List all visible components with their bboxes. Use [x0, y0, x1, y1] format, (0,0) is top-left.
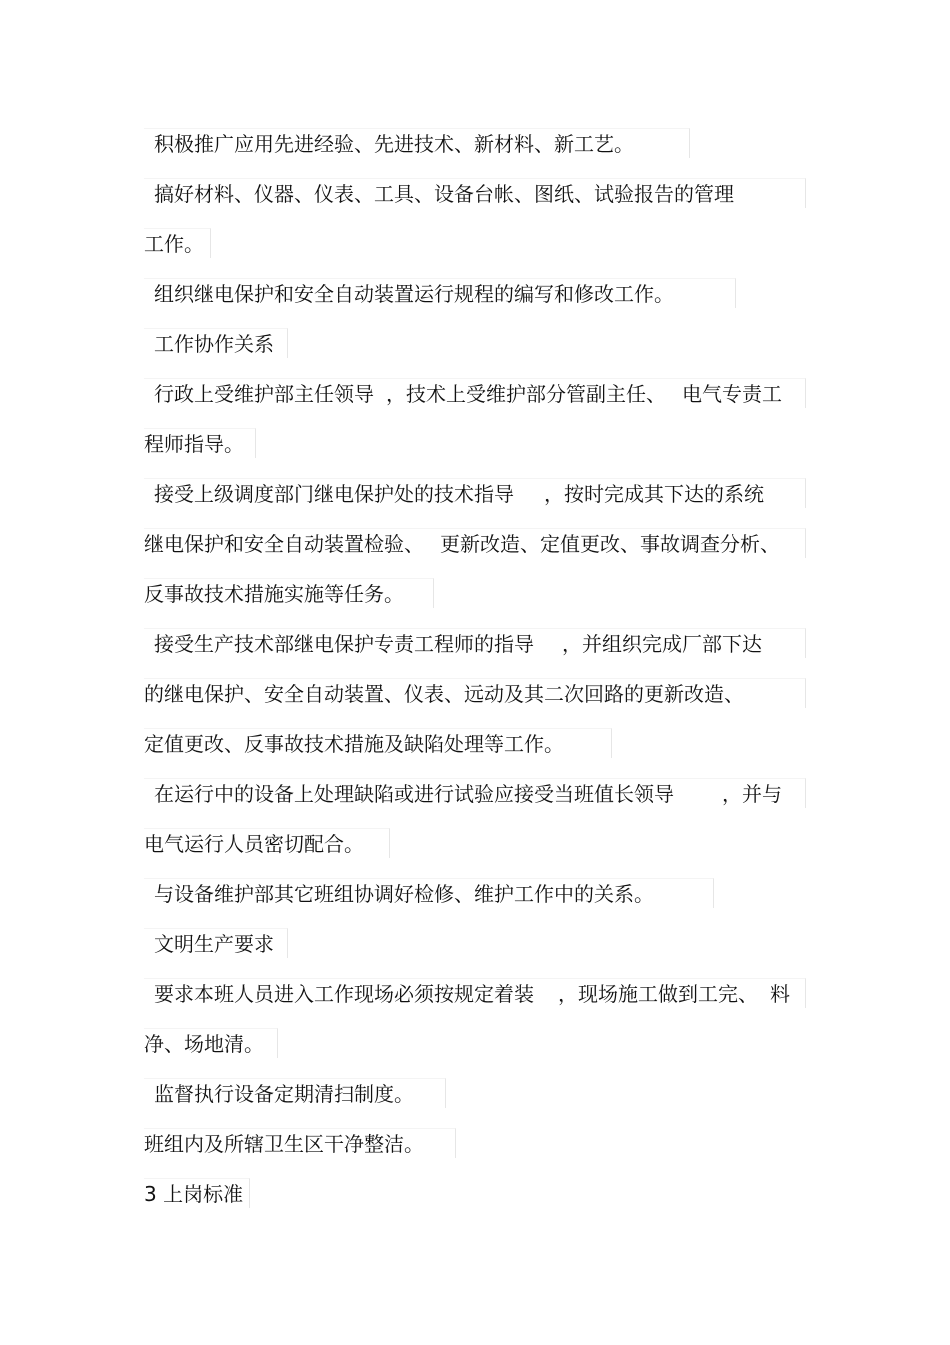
text-segment: 定值更改、反事故技术措施及缺陷处理等工作。 [144, 732, 564, 756]
section-heading [144, 328, 288, 358]
text-segment: 反事故技术措施实施等任务。 [144, 582, 404, 606]
text-line [144, 1028, 278, 1058]
text-segment: 电气专责工 [682, 382, 782, 406]
text-segment: 在运行中的设备上处理缺陷或进行试验应接受当班值长领导 [154, 782, 674, 806]
text-segment: 行政上受维护部主任领导 [154, 382, 374, 406]
text-line [144, 478, 806, 508]
text-line [144, 528, 806, 558]
text-segment: 工作协作关系 [154, 332, 274, 356]
text-segment: 净、场地清。 [144, 1032, 264, 1056]
text-line [144, 678, 806, 708]
text-segment: 继电保护和安全自动装置检验、 [144, 532, 424, 556]
text-line [144, 378, 806, 408]
text-line [144, 828, 390, 858]
text-line [144, 978, 806, 1008]
text-segment: ，按时完成其下达的系统 [544, 482, 764, 506]
text-segment: 接受生产技术部继电保护专责工程师的指导 [154, 632, 534, 656]
text-line [144, 1078, 446, 1108]
text-line [144, 728, 612, 758]
text-line [144, 428, 256, 458]
text-segment: 3 上岗标准 [144, 1182, 244, 1206]
text-line [144, 778, 806, 808]
text-segment: ，现场施工做到工完、 [558, 982, 758, 1006]
text-segment: 文明生产要求 [154, 932, 274, 956]
section-heading [144, 928, 288, 958]
text-segment: 更新改造、定值更改、事故调查分析、 [440, 532, 780, 556]
text-segment: 料 [770, 982, 790, 1006]
text-segment: 的继电保护、安全自动装置、仪表、远动及其二次回路的更新改造、 [144, 682, 744, 706]
text-line [144, 878, 714, 908]
text-line [144, 178, 806, 208]
text-segment: 电气运行人员密切配合。 [144, 832, 364, 856]
text-segment: 积极推广应用先进经验、先进技术、新材料、新工艺。 [154, 132, 634, 156]
text-segment: 搞好材料、仪器、仪表、工具、设备台帐、图纸、试验报告的管理 [154, 182, 734, 206]
text-segment: 要求本班人员进入工作现场必须按规定着装 [154, 982, 534, 1006]
text-line [144, 128, 690, 158]
text-segment: ，并与 [722, 782, 782, 806]
text-segment: 接受上级调度部门继电保护处的技术指导 [154, 482, 514, 506]
text-segment: 监督执行设备定期清扫制度。 [154, 1082, 414, 1106]
text-segment: 工作。 [144, 232, 204, 256]
text-line [144, 578, 434, 608]
section-heading [144, 1178, 250, 1208]
text-line [144, 278, 736, 308]
text-segment: ，并组织完成厂部下达 [562, 632, 762, 656]
text-line [144, 1128, 456, 1158]
text-line [144, 628, 806, 658]
text-line [144, 228, 211, 258]
text-segment: 程师指导。 [144, 432, 244, 456]
text-segment: 与设备维护部其它班组协调好检修、维护工作中的关系。 [154, 882, 654, 906]
text-segment: 班组内及所辖卫生区干净整洁。 [144, 1132, 424, 1156]
text-segment: 组织继电保护和安全自动装置运行规程的编写和修改工作。 [154, 282, 674, 306]
text-segment: ，技术上受维护部分管副主任、 [386, 382, 666, 406]
